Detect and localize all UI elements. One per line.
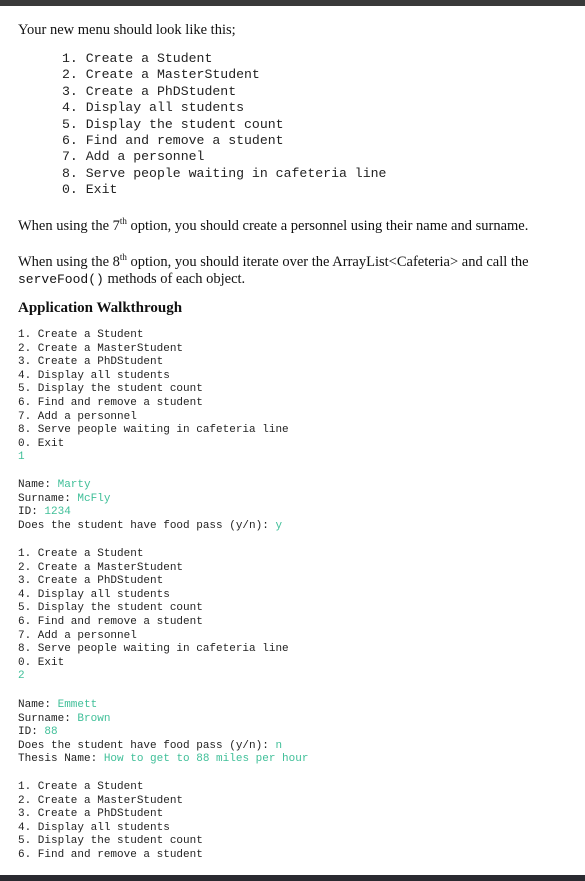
menu-item: 5. Display the student count [62, 116, 284, 132]
user-input: 88 [44, 726, 58, 739]
terminal-menu-item: 4. Display all students [18, 369, 170, 382]
user-input: Brown [77, 712, 111, 725]
terminal-menu-item: 1. Create a Student [18, 781, 144, 793]
user-input: 2 [18, 670, 25, 683]
menu-item: 2. Create a MasterStudent [62, 67, 260, 83]
terminal-menu-item: 5. Display the student count [18, 602, 203, 615]
menu-item: 7. Add a personnel [62, 149, 205, 165]
menu-item: 6. Find and remove a student [62, 132, 284, 148]
code-inline: serveFood() [18, 271, 104, 287]
terminal-menu-item: 4. Display all students [18, 588, 170, 601]
menu-example [62, 51, 386, 199]
terminal-menu-item: 7. Add a personnel [18, 629, 137, 642]
intro-text: Your new menu should look like this; [18, 22, 236, 38]
terminal-menu-item: 0. Exit [18, 656, 65, 669]
terminal-menu-item: 3. Create a PhDStudent [18, 356, 164, 369]
terminal-menu-item: 8. Serve people waiting in cafeteria line [18, 424, 289, 437]
user-input: n [275, 739, 283, 752]
menu-item: 1. Create a Student [62, 51, 213, 66]
terminal-menu-item: 1. Create a Student [18, 548, 144, 560]
menu-item: 8. Serve people waiting in cafeteria line [62, 165, 387, 181]
user-input: Marty [57, 479, 91, 491]
user-input: 1234 [44, 506, 71, 519]
walkthrough-heading: Application Walkthrough [18, 300, 183, 316]
user-input: Emmett [57, 699, 98, 711]
terminal-menu-item: 7. Add a personnel [18, 410, 137, 423]
terminal-menu-item: 2. Create a MasterStudent [18, 342, 184, 355]
option-7-paragraph: When using the 7th option, you should create a personnel using their name and surname. [18, 216, 529, 234]
terminal-menu-item: 6. Find and remove a student [18, 848, 203, 861]
user-input: 1 [18, 451, 25, 464]
option-8-paragraph: When using the 8th option, you should iterate over the ArrayList<Cafeteria> and call the serveFood() methods of each object. [18, 252, 529, 287]
menu-item: 0. Exit [62, 182, 118, 198]
terminal-menu-item: 5. Display the student count [18, 835, 203, 848]
terminal-menu-item: 8. Serve people waiting in cafeteria line [18, 643, 289, 656]
user-input: y [275, 519, 283, 532]
terminal-block-3 [18, 781, 203, 863]
top-edge [0, 0, 585, 6]
terminal-menu-item: 6. Find and remove a student [18, 615, 203, 628]
terminal-block-2 [18, 548, 289, 684]
terminal-menu-item: 1. Create a Student [18, 329, 144, 341]
student-entry-1: Name: Marty Surname: McFly ID: 1234 Does the student have food pass (y/n): y [18, 479, 283, 532]
terminal-block-1 [18, 329, 289, 465]
terminal-menu-item: 3. Create a PhDStudent [18, 575, 164, 588]
terminal-menu-item: 2. Create a MasterStudent [18, 561, 184, 574]
menu-item: 4. Display all students [62, 100, 245, 116]
terminal-menu-item: 5. Display the student count [18, 383, 203, 396]
user-input: How to get to 88 miles per hour [103, 753, 309, 766]
bottom-edge [0, 875, 585, 881]
terminal-menu-item: 2. Create a MasterStudent [18, 794, 184, 807]
terminal-menu-item: 4. Display all students [18, 821, 170, 834]
terminal-menu-item: 3. Create a PhDStudent [18, 808, 164, 821]
student-entry-2: Name: Emmett Surname: Brown ID: 88 Does the student have food pass (y/n): n Thesis Name: How to get to 88 miles per hour [18, 699, 309, 766]
menu-item: 3. Create a PhDStudent [62, 83, 237, 99]
terminal-menu-item: 0. Exit [18, 437, 65, 450]
user-input: McFly [77, 492, 111, 505]
terminal-menu-item: 6. Find and remove a student [18, 396, 203, 409]
